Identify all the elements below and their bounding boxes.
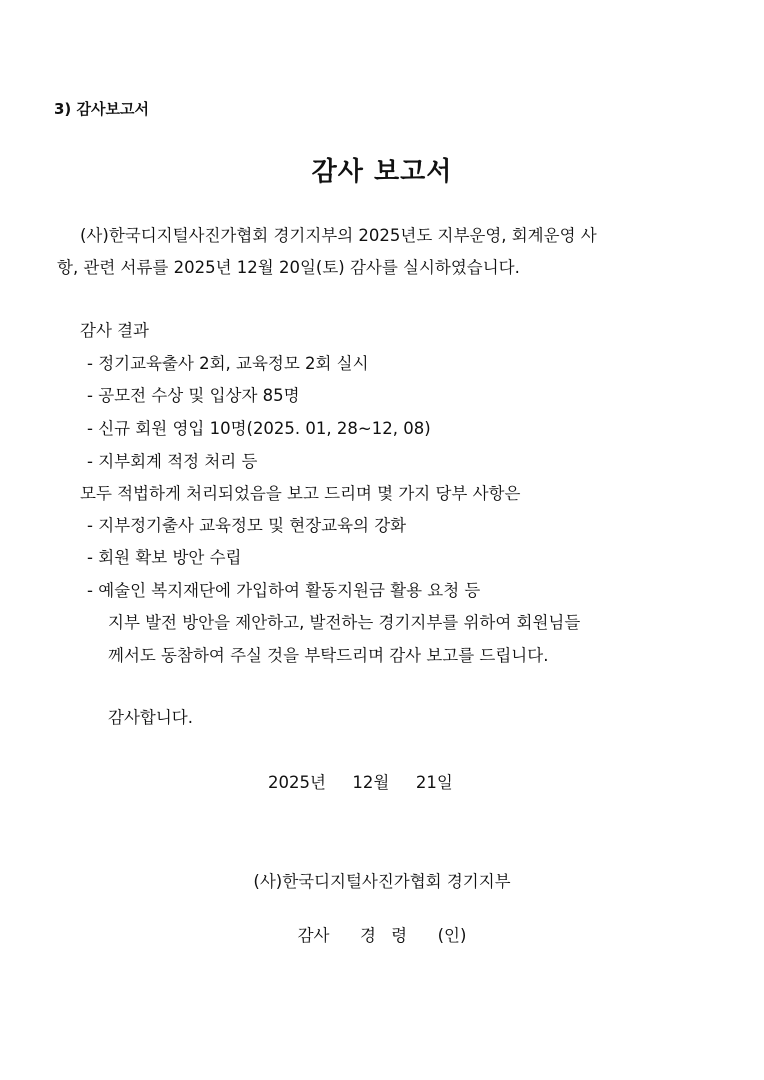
auditor-signature: 감사 경 령 (인) [297,926,467,945]
audit-result-heading: 감사 결과 [80,321,150,340]
summary-line: 모두 적법하게 처리되었음을 보고 드리며 몇 가지 당부 사항은 [80,484,521,503]
document-title: 감사 보고서 [311,157,453,187]
request-item: - 회원 확보 방안 수립 [87,548,242,567]
section-label: 3) 감사보고서 [54,100,149,118]
closing-line-2: 께서도 동참하여 주실 것을 부탁드리며 감사 보고를 드립니다. [108,646,549,665]
intro-line-2: 항, 관련 서류를 2025년 12월 20일(토) 감사를 실시하였습니다. [57,258,520,277]
closing-line-1: 지부 발전 방안을 제안하고, 발전하는 경기지부를 위하여 회원님들 [108,613,581,632]
request-item: - 지부정기출사 교육정모 및 현장교육의 강화 [87,516,407,535]
result-item: - 공모전 수상 및 입상자 85명 [87,386,300,405]
result-item: - 정기교육출사 2회, 교육정모 2회 실시 [87,354,369,373]
result-item: - 신규 회원 영입 10명(2025. 01, 28~12, 08) [87,419,431,438]
intro-line-1: (사)한국디지털사진가협회 경기지부의 2025년도 지부운영, 회계운영 사 [80,226,597,245]
organization-name: (사)한국디지털사진가협회 경기지부 [253,872,511,891]
thanks-text: 감사합니다. [108,708,193,727]
report-date: 2025년 12월 21일 [268,773,453,792]
result-item: - 지부회계 적정 처리 등 [87,452,258,471]
request-item: - 예술인 복지재단에 가입하여 활동지원금 활용 요청 등 [87,581,481,600]
